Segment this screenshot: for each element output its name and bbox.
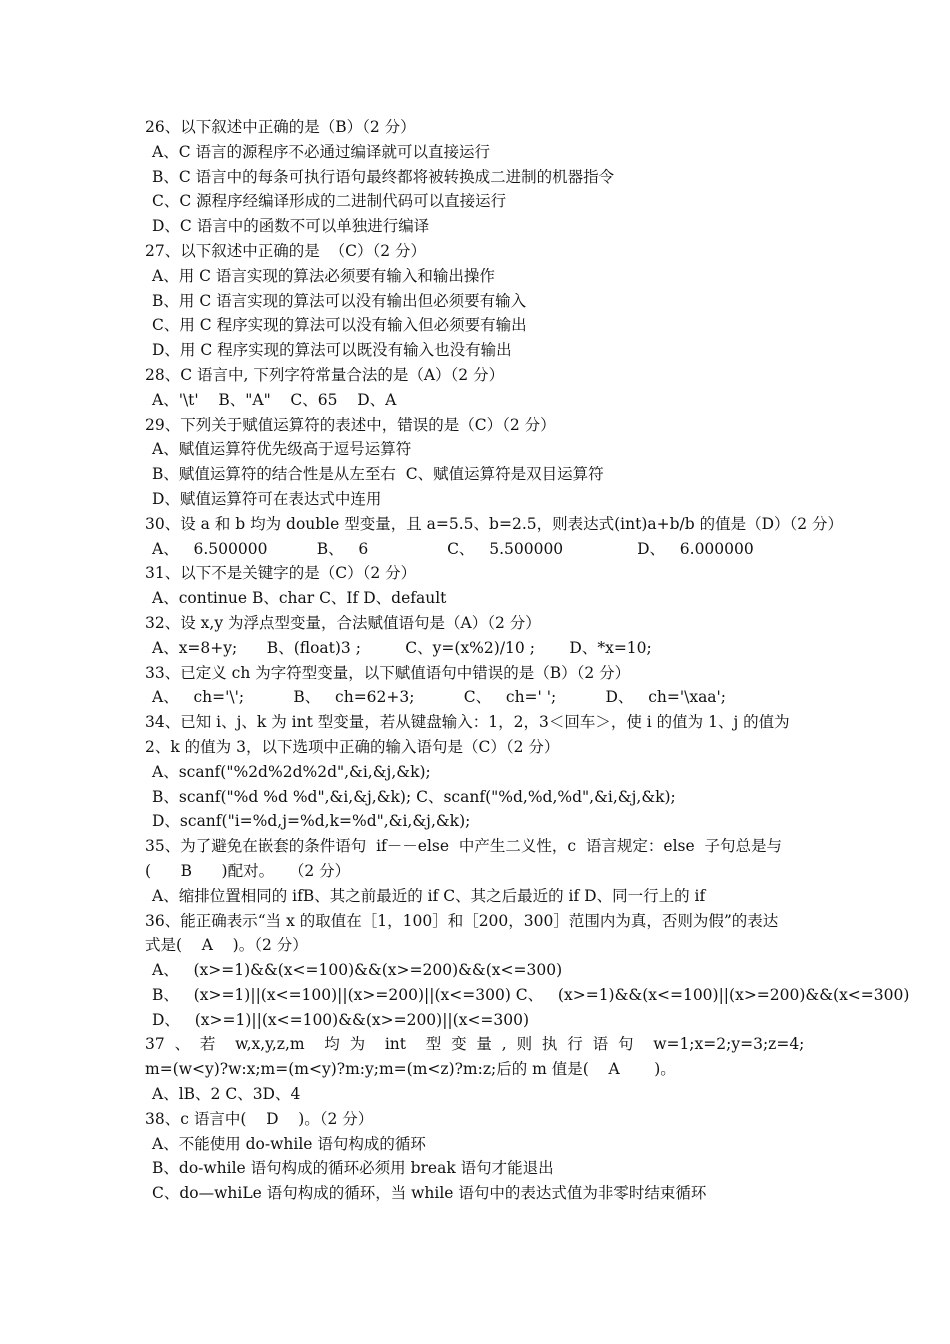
question-34: 34、已知 i、j、k 为 int 型变量，若从键盘输入：1，2，3＜回车＞，使 i 的值为 1、j 的值为: [145, 713, 790, 732]
options-32: A、x=8+y; B、(float)3 ; C、y=(x%2)/10 ; D、*x=10;: [152, 638, 652, 657]
options-35: A、缩排位置相同的 ifB、其之前最近的 if C、其之后最近的 if D、同一行上的 if: [152, 886, 706, 905]
question-30: 30、设 a 和 b 均为 double 型变量，且 a=5.5、b=2.5，则表达式(int)a+b/b 的值是（D）（2 分）: [145, 514, 844, 533]
option-26a: A、C 语言的源程序不必通过编译就可以直接运行: [152, 142, 490, 161]
option-29bc: B、赋值运算符的结合性是从左至右 C、赋值运算符是双目运算符: [152, 465, 604, 484]
option-38a: A、不能使用 do-while 语句构成的循环: [152, 1134, 426, 1153]
options-28: A、'\t' B、"A" C、65 D、A: [152, 390, 397, 409]
question-38: 38、c 语言中( D )。（2 分）: [145, 1109, 374, 1128]
option-27b: B、用 C 语言实现的算法可以没有输出但必须要有输入: [152, 291, 527, 310]
option-26b: B、C 语言中的每条可执行语句最终都将被转换成二进制的机器指令: [152, 167, 615, 186]
question-list: [145, 115, 910, 1206]
option-29d: D、赋值运算符可在表达式中连用: [152, 489, 382, 508]
options-33: A、 ch='\'; B、 ch=62+3; C、 ch=' '; D、 ch='\xaa';: [152, 688, 727, 707]
option-34a: A、scanf("%2d%2d%2d",&i,&j,&k);: [152, 762, 431, 781]
option-26c: C、C 源程序经编译形成的二进制代码可以直接运行: [152, 192, 507, 211]
question-36-cont: 式是( A )。（2 分）: [145, 936, 308, 955]
question-27: 27、以下叙述中正确的是 （C）（2 分）: [145, 241, 426, 260]
option-38b: B、do-while 语句构成的循环必须用 break 语句才能退出: [152, 1159, 554, 1178]
options-30: A、 6.500000 B、 6 C、 5.500000 D、 6.000000: [152, 539, 754, 558]
question-37-cont: m=(w<y)?w:x;m=(m<y)?m:y;m=(m<z)?m:z;后的 m 值是( A )。: [145, 1060, 676, 1079]
option-34bc: B、scanf("%d %d %d",&i,&j,&k); C、scanf("%d,%d,%d",&i,&j,&k);: [152, 787, 676, 806]
question-34-cont: 2、k 的值为 3，以下选项中正确的输入语句是（C）（2 分）: [145, 737, 560, 756]
options-37: A、lB、2 C、3D、4: [152, 1085, 301, 1104]
option-36a: A、 (x>=1)&&(x<=100)&&(x>=200)&&(x<=300): [152, 961, 563, 980]
question-28: 28、C 语言中, 下列字符常量合法的是（A）（2 分）: [145, 365, 505, 384]
option-29a: A、赋值运算符优先级高于逗号运算符: [152, 440, 412, 459]
question-35: 35、为了避免在嵌套的条件语句 if－－else 中产生二义性，c 语言规定：else 子句总是与: [145, 837, 783, 856]
question-37: 37 、 若 w,x,y,z,m 均 为 int 型 变 量 , 则 执 行 语 句 w=1;x=2;y=3;z=4;: [145, 1035, 805, 1054]
option-34d: D、scanf("i=%d,j=%d,k=%d",&i,&j,&k);: [152, 812, 471, 831]
options-31: A、continue B、char C、If D、default: [152, 589, 447, 608]
question-33: 33、已定义 ch 为字符型变量，以下赋值语句中错误的是（B）（2 分）: [145, 663, 631, 682]
question-29: 29、下列关于赋值运算符的表述中，错误的是（C）（2 分）: [145, 415, 556, 434]
option-27d: D、用 C 程序实现的算法可以既没有输入也没有输出: [152, 341, 512, 360]
option-27c: C、用 C 程序实现的算法可以没有输入但必须要有输出: [152, 316, 527, 335]
question-31: 31、以下不是关键字的是（C）（2 分）: [145, 564, 417, 583]
question-35-cont: ( B )配对。 （2 分）: [145, 861, 351, 880]
option-26d: D、C 语言中的函数不可以单独进行编译: [152, 217, 430, 236]
option-36d: D、 (x>=1)||(x<=100)&&(x>=200)||(x<=300): [152, 1010, 530, 1029]
question-32: 32、设 x,y 为浮点型变量，合法赋值语句是（A）（2 分）: [145, 613, 541, 632]
question-26: 26、以下叙述中正确的是（B）（2 分）: [145, 118, 416, 136]
option-38c: C、do—whiLe 语句构成的循环，当 while 语句中的表达式值为非零时结束循环: [152, 1184, 707, 1203]
option-36bc: B、 (x>=1)||(x<=100)||(x>=200)||(x<=300) C、 (x>=1)&&(x<=100)||(x>=200)&&(x<=300): [152, 985, 910, 1004]
question-36: 36、能正确表示“当 x 的取值在［1，100］和［200，300］范围内为真，否则为假”的表达: [145, 911, 779, 930]
option-27a: A、用 C 语言实现的算法必须要有输入和输出操作: [152, 266, 495, 285]
